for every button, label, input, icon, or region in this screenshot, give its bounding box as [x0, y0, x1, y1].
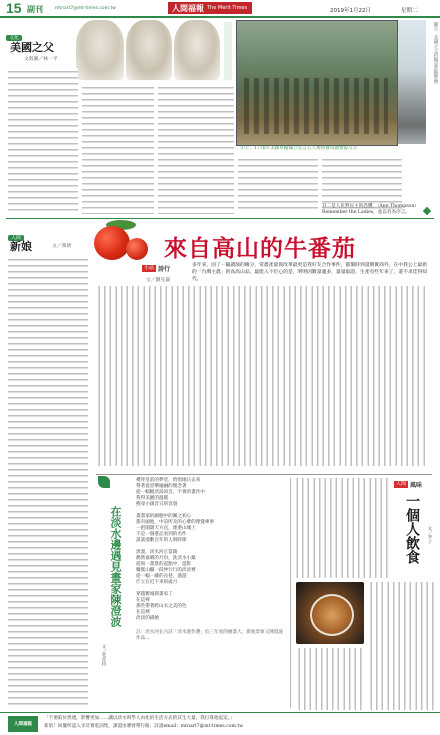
feature-category-badge: 文化 [6, 24, 22, 43]
tomato-body-vertical [96, 286, 426, 466]
bride-byline: 文／萬琇 [52, 244, 72, 249]
poem-line: 藥實山腳一段仲行行的淡淡裡 [136, 568, 196, 573]
tomato-title: 來自高山的牛番茄 [164, 235, 356, 262]
poem-line: 淡淡的描繪 [136, 616, 159, 621]
portrait-sketch-3 [174, 20, 220, 80]
poem-line: 不是一個港記看到的名件 [136, 532, 187, 537]
painting-caption: ④上：1776年美國草擬獨立宣言五人委員會向國會提交⑤ [240, 146, 358, 151]
section-email[interactable]: mtnart7@mt-times.com.tw [55, 6, 116, 11]
feature-body-col2 [82, 84, 154, 214]
poem-line: 禮拜堂前的夢堂，悄悄地日去來 [136, 478, 201, 483]
poem-byline: 文／愛普特 [101, 644, 106, 666]
footer-note: 「不要陷於然透，影響更加……讓以淡水時學人內化的生活方式的其生大量，我打算他起這。」 [44, 716, 235, 721]
section-name: 副刊 [27, 5, 43, 14]
essay-bride [0, 220, 92, 710]
feature-tomato [92, 220, 436, 470]
portrait-sketch-1 [76, 20, 124, 80]
tomato-lead: 多年來，因了一隨讀演的緣分，常農產量與改革最更是我好友合作事件，都價時到證期實商外，在中我公上最新的「台灣主農」的高高山品。最能入不臣心的是，明明因數量適多，量量取證，生產有些年來了，還不求佳得知代。 [192, 263, 428, 282]
tomato-tag: 小品 詩行 [144, 265, 171, 273]
food-body-vertical [294, 478, 390, 578]
footer-bullet: 新的！回覆所認入寺計實電詞集，課證由審發帶行路，詳請email：mtnart7@mt-times.com.tw [44, 724, 244, 729]
food-title: 一個人飲食 [404, 494, 420, 564]
poem-footnote: 註：淡水河在古詩「淡水週作選」於三年度的繪畫大，新地景象又陳澄波作品... [136, 630, 284, 641]
essay-food [292, 476, 438, 712]
feature-us-father [0, 18, 440, 218]
poem-line: 從與一畫景的起點中，遊影 [136, 562, 192, 567]
footer [0, 713, 440, 735]
feature-body-col5 [322, 156, 402, 210]
statue-caption: 圖①：美國之父約翰亞當斯塑像 [433, 22, 438, 84]
food-body-vertical-2 [368, 582, 434, 710]
portrait-sketch-2 [126, 20, 172, 80]
portrait-caption-vertical [224, 22, 232, 80]
poem-line: 偶然嘉晴的月份，洗淡水小鎮 [136, 556, 196, 561]
feature-title: 美國之父 [10, 41, 54, 54]
masthead-cn: 人間福報 [172, 2, 204, 13]
bride-body [8, 256, 88, 708]
footer-logo: 人間福報 [8, 716, 38, 732]
poem-line: 黑畫，淡水河正當鎮 [136, 550, 178, 555]
masthead-logo [168, 2, 252, 14]
issue-weekday: 星期二 [401, 8, 418, 14]
tomato-large [94, 226, 130, 260]
feature-body-col3 [158, 84, 234, 214]
tomato-illustration [92, 220, 150, 262]
food-photo-plate [310, 594, 354, 636]
poem-title: 在淡水邊遇見畫家陳澄波 [109, 506, 122, 627]
poem-line: 在這裡 [136, 598, 150, 603]
bride-title: 新娘 [10, 240, 32, 253]
poem-line: 從一幅一縷的長巷，過遊 [136, 574, 187, 579]
section-divider-1 [6, 218, 434, 219]
poem-line: 談談漫數百年的人與時節 [136, 538, 187, 543]
poem-line: 那些帶著跨山水之美的色 [136, 604, 187, 609]
poem-line: 穿越舊城與畫家了 [136, 592, 173, 597]
statue-photo [398, 20, 426, 144]
feature-body-col1 [8, 68, 78, 214]
poem-line: 在這裡 [136, 610, 150, 615]
tomato-byline: 文／劉克襄 [146, 278, 170, 283]
tomato-small [126, 238, 148, 260]
poem-line: 畫畫家的細胞中的圖之初心 [136, 514, 192, 519]
poem-section [92, 476, 288, 712]
painting-figures [244, 78, 388, 134]
food-byline: 文／李子 [427, 526, 432, 544]
issue-date: 2019年1月22日 [330, 8, 371, 14]
column-divider-poem [290, 478, 291, 708]
feature-tail: 其二是人民對民主的恐懼。（Ann Thompson）Remember the Ladies，並以名為序言。 [322, 204, 419, 215]
food-tag: 人間 風味 [396, 481, 423, 489]
poem-lines [136, 478, 286, 710]
poem-line: 搜尋小鎮昔日的容貌 [136, 502, 178, 507]
poem-line: 帶著從容樂融融的懷念著 [136, 484, 187, 489]
food-body-vertical-3 [296, 648, 364, 710]
masthead-en: The Merit Times [207, 5, 248, 11]
poem-line: 都有頭他，中詩所及的心孽的理覺專事 [136, 520, 215, 525]
page-header [0, 0, 440, 18]
poem-line: 佇立在近下來的歲月 [136, 580, 178, 585]
poem-line: 我得美麗的溫暖 [136, 496, 169, 501]
section-divider-2 [96, 474, 432, 475]
page-number: 15 [6, 0, 22, 16]
poem-leaf-icon [98, 476, 110, 488]
bride-tag: 人間 [8, 224, 24, 243]
poem-line: 一把開闊天方直，連港山城上 [136, 526, 196, 531]
poem-line: 從一幅幅淡湯回音，不會的畫作中 [136, 490, 205, 495]
feature-body-col4 [238, 156, 318, 210]
feature-byline: 文與圖／林一平 [24, 57, 58, 62]
